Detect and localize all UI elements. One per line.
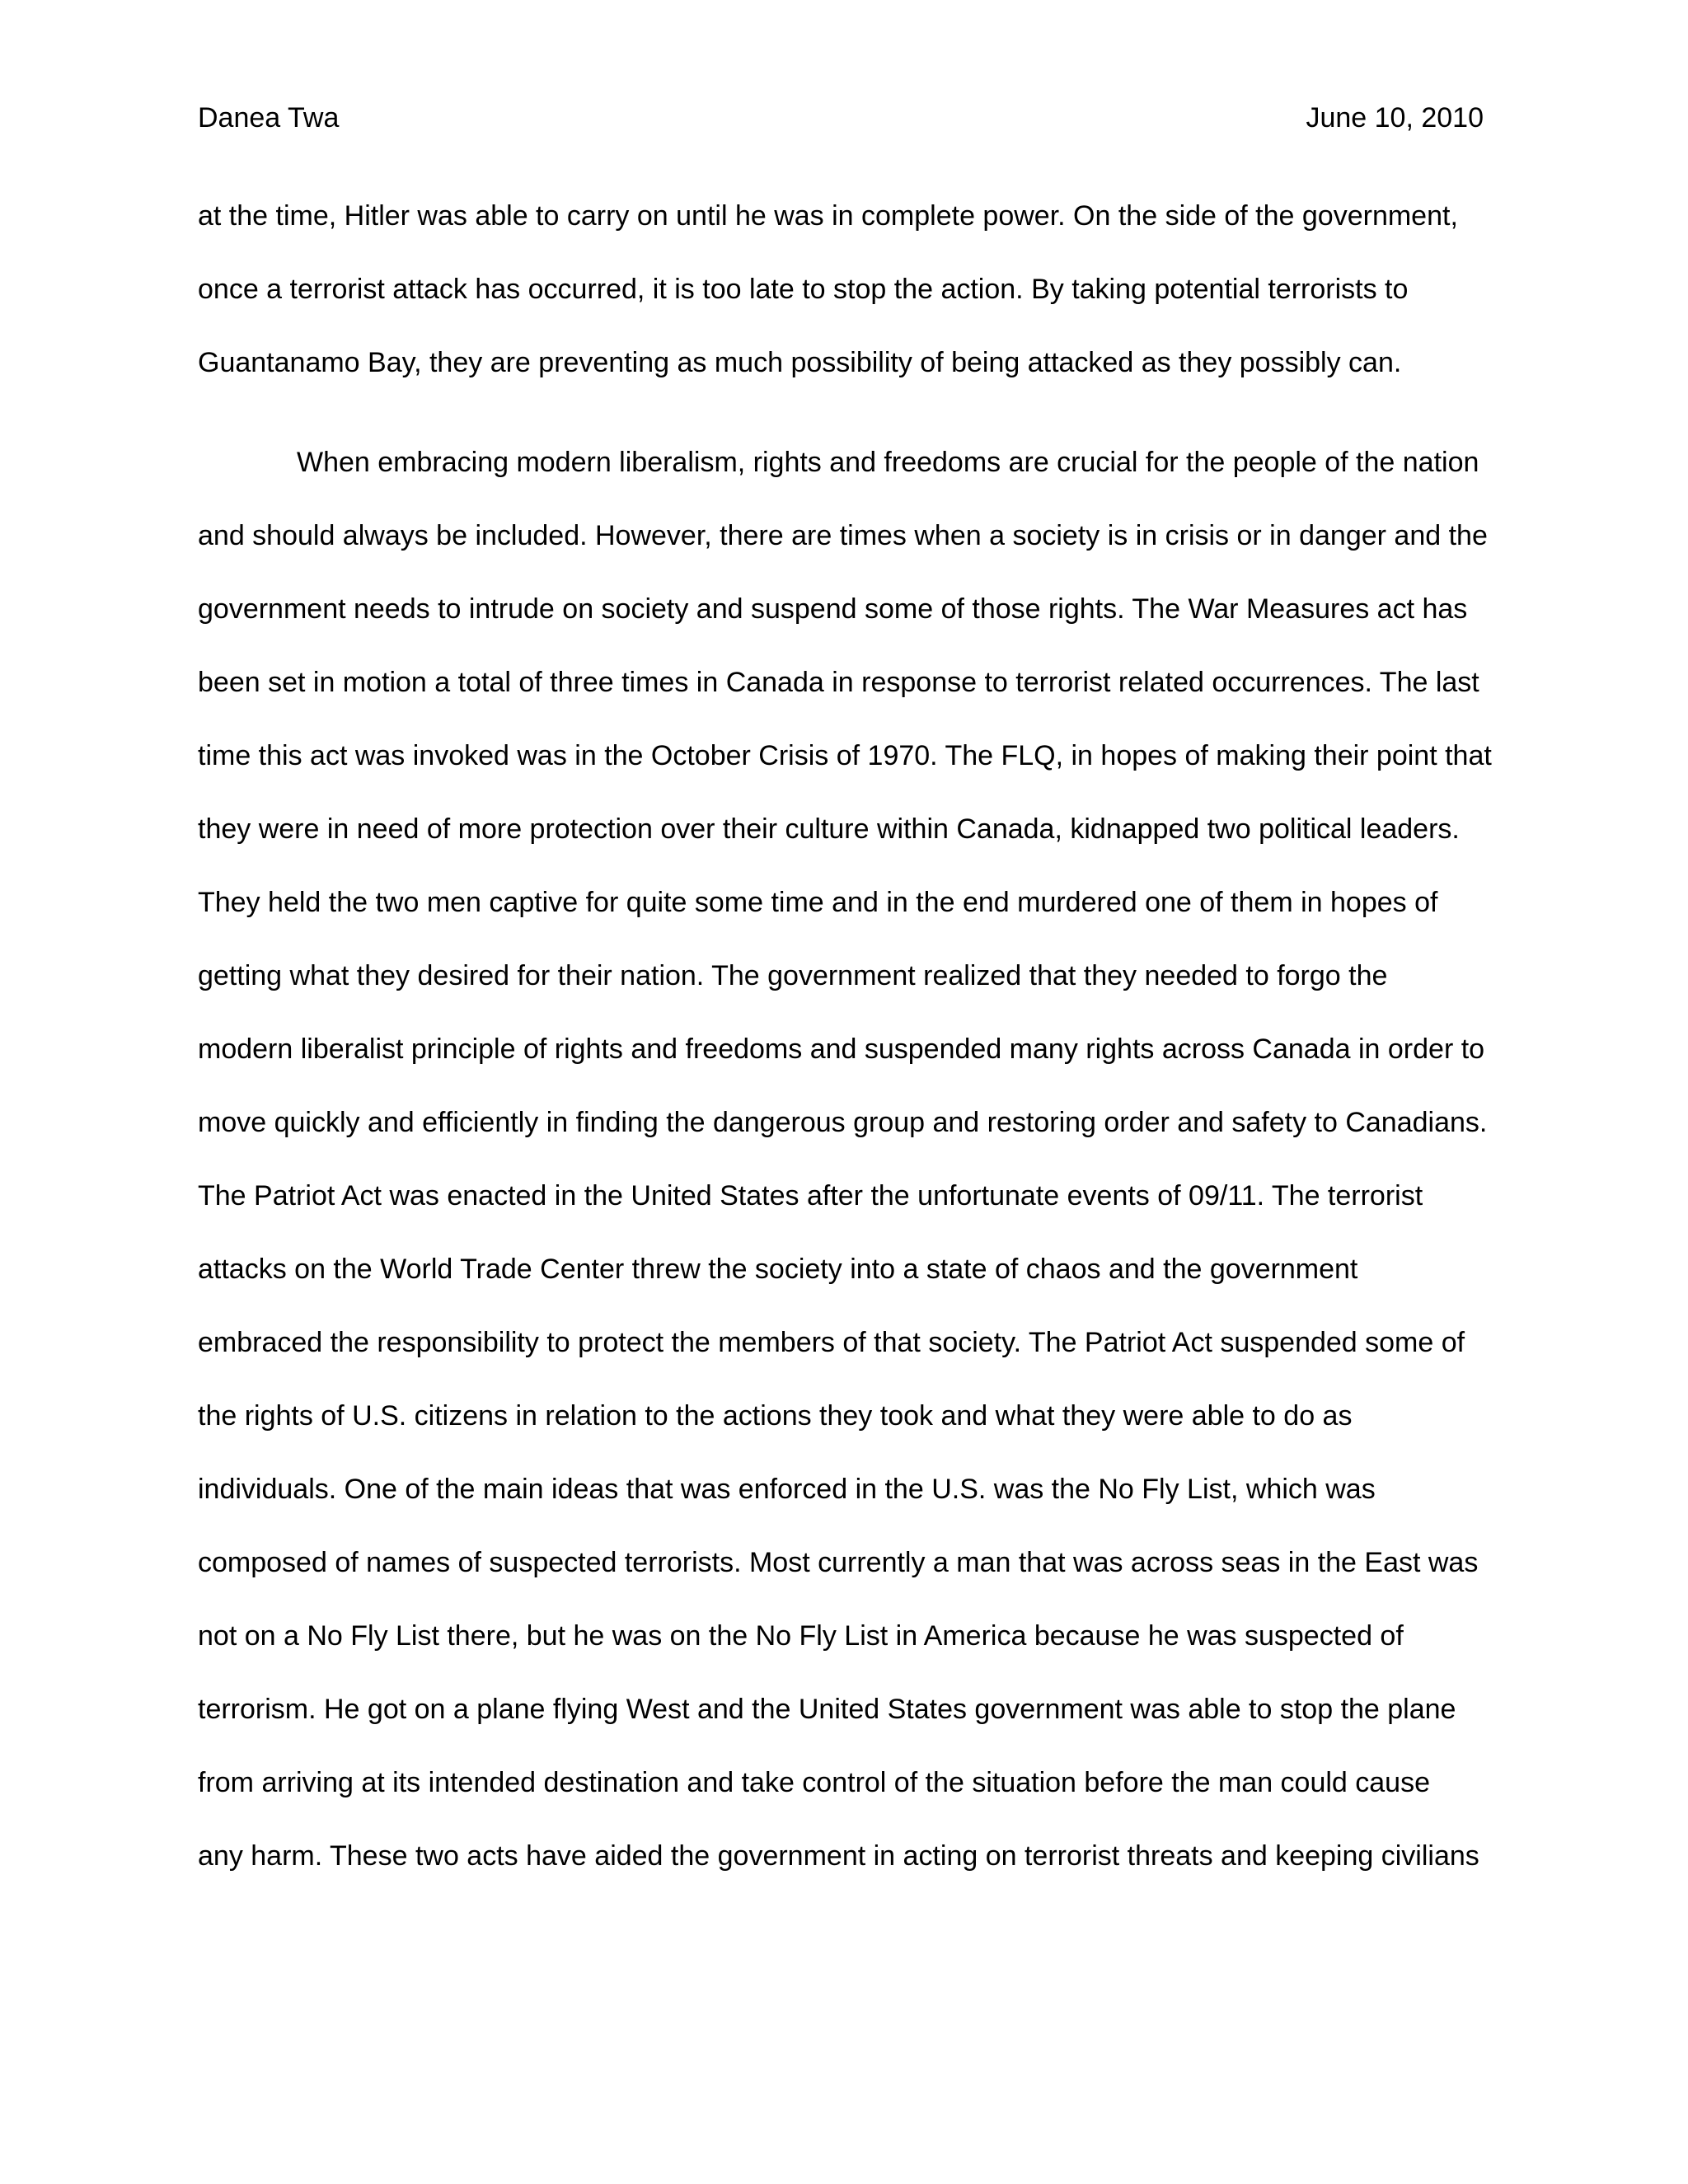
text-line: the rights of U.S. citizens in relation to the actions they took and what they were able to do as [198, 1400, 1353, 1432]
text-line: any harm. These two acts have aided the government in acting on terrorist threats and keeping civilians [198, 1840, 1479, 1872]
text-line: getting what they desired for their nation. The government realized that they needed to forgo the [198, 960, 1388, 991]
text-line: not on a No Fly List there, but he was on the No Fly List in America because he was suspected of [198, 1620, 1404, 1652]
text-line: government needs to intrude on society and suspend some of those rights. The War Measures act has [198, 593, 1468, 625]
text-line: from arriving at its intended destination and take control of the situation before the man could cause [198, 1767, 1431, 1798]
text-line: Guantanamo Bay, they are preventing as much possibility of being attacked as they possibly can. [198, 347, 1402, 378]
text-line: terrorism. He got on a plane flying West and the United States government was able to stop the plane [198, 1694, 1456, 1725]
text-line: they were in need of more protection over their culture within Canada, kidnapped two political leaders. [198, 813, 1460, 845]
text-line: They held the two men captive for quite some time and in the end murdered one of them in hopes of [198, 887, 1438, 918]
text-line: once a terrorist attack has occurred, it is too late to stop the action. By taking potential terrorists to [198, 274, 1409, 305]
text-line: and should always be included. However, there are times when a society is in crisis or in danger and the [198, 520, 1488, 551]
author-name: Danea Twa [198, 102, 340, 134]
text-line: been set in motion a total of three times in Canada in response to terrorist related occurrences. The last [198, 667, 1479, 698]
text-line: When embracing modern liberalism, rights and freedoms are crucial for the people of the nation [297, 447, 1479, 478]
text-line: move quickly and efficiently in finding the dangerous group and restoring order and safety to Canadians. [198, 1107, 1488, 1138]
text-line: The Patriot Act was enacted in the United States after the unfortunate events of 09/11. The terrorist [198, 1180, 1423, 1212]
text-line: at the time, Hitler was able to carry on until he was in complete power. On the side of the government, [198, 200, 1458, 232]
text-line: embraced the responsibility to protect the members of that society. The Patriot Act suspended some of [198, 1327, 1465, 1358]
text-line: individuals. One of the main ideas that was enforced in the U.S. was the No Fly List, which was [198, 1474, 1376, 1505]
document-date: June 10, 2010 [1306, 102, 1484, 134]
text-line: composed of names of suspected terrorists. Most currently a man that was across seas in the East was [198, 1547, 1479, 1578]
text-line: attacks on the World Trade Center threw the society into a state of chaos and the government [198, 1254, 1358, 1285]
text-line: modern liberalist principle of rights and freedoms and suspended many rights across Canada in order to [198, 1033, 1485, 1065]
text-line: time this act was invoked was in the October Crisis of 1970. The FLQ, in hopes of making their point that [198, 740, 1492, 771]
page-header [198, 97, 1484, 138]
